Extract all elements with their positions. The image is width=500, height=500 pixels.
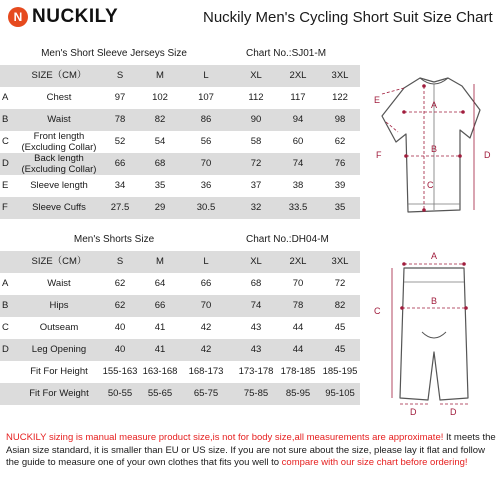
shorts-label-d-right: D [450, 407, 457, 416]
row-letter: B [2, 114, 9, 125]
fit-row-label: Fit For Height [30, 366, 88, 377]
row-value: 68 [154, 158, 166, 169]
row-value: 39 [334, 180, 346, 191]
row-value: 37 [250, 180, 262, 191]
shorts-label-b: B [431, 296, 438, 306]
row-label [14, 131, 104, 153]
row-value: 74 [292, 158, 304, 169]
row-value: 27.5 [110, 202, 130, 213]
row-value: 62 [334, 136, 346, 147]
brand-logo-icon: N [8, 7, 28, 27]
fit-row-value: 155-163 [102, 366, 138, 377]
fit-row-value: 173-178 [238, 366, 274, 377]
row-value: 54 [154, 136, 166, 147]
row-value: 43 [250, 344, 262, 355]
row-value: 94 [292, 114, 304, 125]
fit-row-value: 55-65 [147, 388, 173, 399]
row-letter: D [2, 158, 9, 169]
table-row [0, 87, 360, 109]
row-label-sub: (Excluding Collar) [21, 164, 97, 175]
size-header-s: S [116, 256, 124, 267]
jersey-label-a: A [431, 100, 438, 110]
size-header-2xl: 2XL [289, 70, 307, 81]
shorts-diagram [364, 248, 498, 416]
row-label: Sleeve length [30, 180, 88, 191]
jersey-label-e: E [374, 95, 381, 105]
section-title-row [0, 229, 360, 251]
fit-row-value: 65-75 [193, 388, 219, 399]
row-value: 36 [200, 180, 212, 191]
row-value: 30.5 [196, 202, 216, 213]
footer-body: It meets the Asian size standard, it is smaller than EU or US size. If you are not sure about the size, please lay it flat and follow the guide to measure one of your own clothes that fits you well to [6, 432, 496, 468]
size-header-row [0, 251, 360, 273]
size-header-s: S [116, 70, 124, 81]
row-label: Chest [46, 92, 72, 103]
row-label: Sleeve Cuffs [32, 202, 86, 213]
fit-row-label: Fit For Weight [29, 388, 89, 399]
row-value: 52 [114, 136, 126, 147]
row-value: 32 [250, 202, 262, 213]
row-value: 78 [292, 300, 304, 311]
row-value: 62 [114, 300, 126, 311]
row-value: 122 [332, 92, 348, 103]
row-value: 117 [290, 92, 306, 103]
row-label: Waist [47, 278, 71, 289]
row-value: 42 [200, 344, 212, 355]
row-value: 62 [114, 278, 126, 289]
row-value: 43 [250, 322, 262, 333]
section-title: Men's Shorts Size [73, 234, 155, 245]
shorts-label-d-left: D [410, 407, 417, 416]
table-row [0, 153, 360, 175]
fit-row-value: 163-168 [142, 366, 178, 377]
row-value: 82 [154, 114, 166, 125]
fit-row-value: 75-85 [243, 388, 269, 399]
row-value: 45 [334, 322, 346, 333]
row-value: 74 [250, 300, 262, 311]
section-title: Men's Short Sleeve Jerseys Size [41, 48, 187, 59]
row-value: 35 [334, 202, 346, 213]
row-label [14, 153, 104, 175]
table-row [0, 295, 360, 317]
row-value: 78 [114, 114, 126, 125]
table-row [0, 175, 360, 197]
shorts-label-a: A [431, 251, 438, 261]
row-letter: D [2, 344, 9, 355]
row-value: 107 [198, 92, 214, 103]
table-row [0, 339, 360, 361]
row-label: Outseam [39, 322, 79, 333]
row-value: 35 [154, 180, 166, 191]
size-header-row [0, 65, 360, 87]
row-label: Hips [49, 300, 69, 311]
row-value: 82 [334, 300, 346, 311]
fit-row-value: 95-105 [325, 388, 355, 399]
size-header-m: M [156, 70, 164, 81]
row-value: 70 [200, 300, 212, 311]
fit-row [0, 361, 360, 383]
row-value: 70 [200, 158, 212, 169]
row-value: 72 [250, 158, 262, 169]
row-value: 38 [292, 180, 304, 191]
jersey-diagram [362, 64, 498, 224]
row-value: 60 [292, 136, 304, 147]
row-letter: A [2, 278, 9, 289]
fit-row-value: 168-173 [188, 366, 224, 377]
size-header-2xl: 2XL [289, 256, 307, 267]
size-unit-label: SIZE（CM） [31, 70, 87, 81]
row-letter: C [2, 322, 9, 333]
size-header-3xl: 3XL [331, 70, 349, 81]
fit-row-value: 178-185 [280, 366, 316, 377]
row-value: 66 [200, 278, 212, 289]
row-value: 68 [250, 278, 262, 289]
row-value: 34 [114, 180, 126, 191]
row-value: 86 [200, 114, 212, 125]
footer-warning: NUCKILY sizing is manual measure product size,is not for body size,all measurements are approximate! [6, 432, 444, 443]
fit-row [0, 383, 360, 405]
size-header-m: M [156, 256, 164, 267]
fit-row-value: 50-55 [107, 388, 133, 399]
table-row [0, 317, 360, 339]
jersey-label-b: B [431, 144, 438, 154]
row-value: 56 [200, 136, 212, 147]
row-value: 44 [292, 322, 304, 333]
footer-note [6, 432, 496, 470]
size-header-xl: XL [250, 256, 262, 267]
brand-name: NUCKILY [32, 6, 119, 27]
header [0, 0, 500, 33]
row-letter: C [2, 136, 9, 147]
row-value: 58 [250, 136, 262, 147]
row-label-sub: (Excluding Collar) [21, 142, 97, 153]
row-value: 70 [292, 278, 304, 289]
table-row [0, 273, 360, 295]
row-value: 98 [334, 114, 346, 125]
row-value: 97 [114, 92, 126, 103]
size-header-l: L [203, 70, 209, 81]
table-row [0, 197, 360, 219]
row-value: 41 [154, 344, 166, 355]
size-header-3xl: 3XL [331, 256, 349, 267]
shorts-label-c: C [374, 306, 381, 316]
page-title: Nuckily Men's Cycling Short Suit Size Chart [203, 9, 493, 26]
shorts-outline [400, 268, 468, 400]
size-header-l: L [203, 256, 209, 267]
jersey-size-table [0, 43, 360, 219]
row-value: 29 [154, 202, 166, 213]
row-value: 44 [292, 344, 304, 355]
row-value: 112 [248, 92, 264, 103]
row-value: 64 [154, 278, 166, 289]
footer-cta: compare with our size chart before ordering! [281, 457, 468, 468]
section-title-row [0, 43, 360, 65]
row-value: 33.5 [288, 202, 308, 213]
size-header-xl: XL [250, 70, 262, 81]
row-value: 66 [154, 300, 166, 311]
row-value: 72 [334, 278, 346, 289]
row-value: 41 [154, 322, 166, 333]
row-value: 40 [114, 322, 126, 333]
row-value: 102 [152, 92, 168, 103]
row-value: 90 [250, 114, 262, 125]
row-letter: F [2, 202, 8, 213]
row-value: 40 [114, 344, 126, 355]
row-label-main: Front length [33, 131, 85, 142]
row-value: 76 [334, 158, 346, 169]
row-value: 45 [334, 344, 346, 355]
shorts-size-table [0, 229, 360, 405]
row-value: 66 [114, 158, 126, 169]
table-row [0, 131, 360, 153]
row-letter: B [2, 300, 9, 311]
chart-number: Chart No.:DH04-M [246, 234, 329, 245]
jersey-label-f: F [376, 150, 382, 160]
fit-row-value: 85-95 [285, 388, 311, 399]
row-label: Waist [47, 114, 71, 125]
jersey-label-c: C [427, 180, 434, 190]
chart-number: Chart No.:SJ01-M [246, 48, 327, 59]
row-value: 42 [200, 322, 212, 333]
table-row [0, 109, 360, 131]
fit-row-value: 185-195 [322, 366, 358, 377]
row-letter: A [2, 92, 9, 103]
row-label: Leg Opening [31, 344, 87, 355]
row-letter: E [2, 180, 9, 191]
row-label-main: Back length [34, 153, 84, 164]
jersey-label-d: D [484, 150, 491, 160]
brand-logo [8, 6, 118, 28]
size-unit-label: SIZE（CM） [31, 256, 87, 267]
